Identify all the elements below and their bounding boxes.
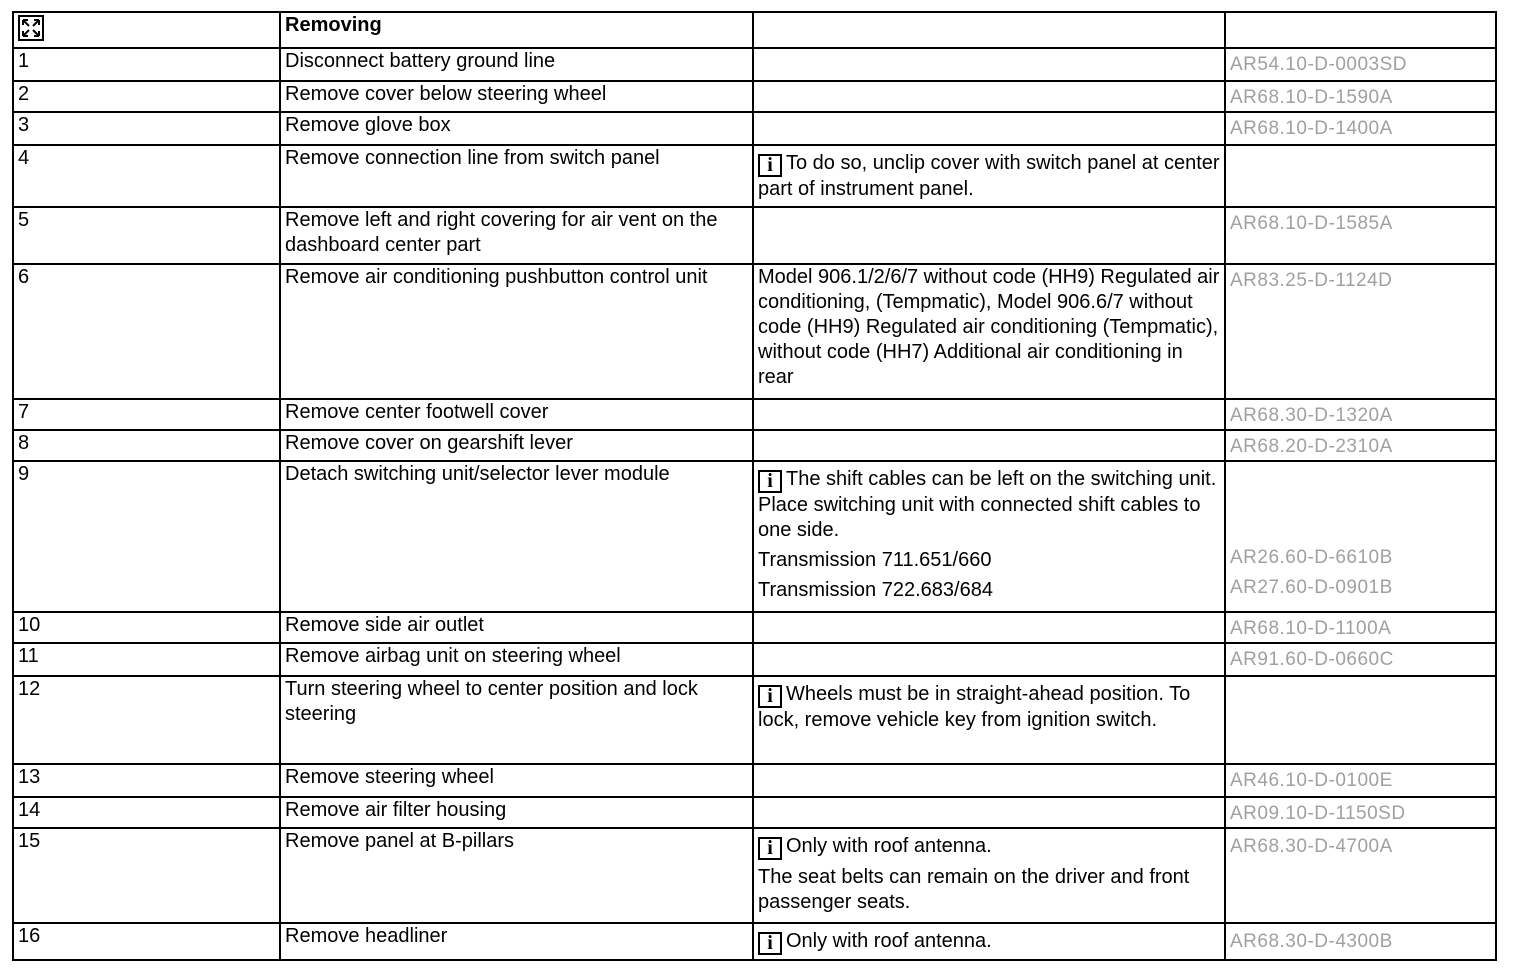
step-notes [753, 207, 1225, 264]
step-number: 11 [13, 643, 280, 676]
step-references [1225, 764, 1496, 797]
step-action: Remove air conditioning pushbutton control unit [280, 264, 753, 399]
info-icon: i [758, 837, 782, 860]
note-body: Wheels must be in straight-ahead position. To lock, remove vehicle key from ignition switch. [758, 683, 1191, 731]
reference-link[interactable]: AR09.10-D-1150SD [1230, 803, 1406, 824]
step-references [1225, 797, 1496, 828]
header-title: Removing [280, 12, 753, 48]
step-references [1225, 430, 1496, 461]
step-notes [753, 112, 1225, 145]
step-references [1225, 923, 1496, 960]
step-action: Remove center footwell cover [280, 399, 753, 430]
step-number: 9 [13, 461, 280, 612]
reference-link[interactable]: AR68.10-D-1400A [1230, 118, 1393, 139]
step-notes [753, 797, 1225, 828]
note-body: The seat belts can remain on the driver and front passenger seats. [758, 866, 1190, 913]
reference-link[interactable]: AR46.10-D-0100E [1230, 770, 1393, 791]
note-text [758, 578, 1220, 603]
note-text [758, 265, 1220, 390]
reference-link[interactable]: AR83.25-D-1124D [1230, 270, 1393, 291]
table-row [13, 764, 1496, 797]
step-notes [753, 48, 1225, 81]
step-number: 4 [13, 145, 280, 207]
reference-link[interactable]: AR27.60-D-0901B [1230, 577, 1393, 598]
step-references [1225, 828, 1496, 923]
note-body: To do so, unclip cover with switch panel at center part of instrument panel. [758, 152, 1220, 200]
step-notes [753, 461, 1225, 612]
note-body: Model 906.1/2/6/7 without code (HH9) Regulated air conditioning, (Tempmatic), Model 906.6/7 without code (HH9) Regulated air conditioning (Tempmatic), without code (HH7) Additional air conditioning in rear [758, 266, 1220, 388]
info-icon: i [758, 470, 782, 493]
step-action: Remove cover below steering wheel [280, 81, 753, 112]
step-references [1225, 81, 1496, 112]
step-action: Turn steering wheel to center position and lock steering [280, 676, 753, 764]
step-action: Remove air filter housing [280, 797, 753, 828]
reference-link[interactable]: AR68.10-D-1100A [1230, 618, 1392, 639]
reference-link[interactable]: AR68.30-D-1320A [1230, 405, 1393, 426]
info-icon: i [758, 685, 782, 708]
table-row [13, 48, 1496, 81]
info-note [758, 151, 1220, 202]
step-notes [753, 430, 1225, 461]
reference-link[interactable]: AR91.60-D-0660C [1230, 649, 1394, 670]
step-action: Remove side air outlet [280, 612, 753, 643]
step-action: Remove panel at B-pillars [280, 828, 753, 923]
step-action: Remove headliner [280, 923, 753, 960]
table-row [13, 145, 1496, 207]
step-notes [753, 399, 1225, 430]
table-row [13, 399, 1496, 430]
header-refs-cell [1225, 12, 1496, 48]
note-body: Transmission 711.651/660 [758, 549, 992, 571]
reference-link[interactable]: AR68.30-D-4700A [1230, 836, 1393, 857]
table-row [13, 676, 1496, 764]
step-action: Remove glove box [280, 112, 753, 145]
table-row [13, 430, 1496, 461]
reference-link[interactable]: AR68.30-D-4300B [1230, 931, 1393, 952]
step-references [1225, 643, 1496, 676]
info-note [758, 834, 1220, 860]
table-row [13, 112, 1496, 145]
table-header-row [13, 12, 1496, 48]
info-note [758, 467, 1220, 543]
step-action: Disconnect battery ground line [280, 48, 753, 81]
step-notes [753, 923, 1225, 960]
step-action: Remove steering wheel [280, 764, 753, 797]
table-row [13, 828, 1496, 923]
step-action: Remove connection line from switch panel [280, 145, 753, 207]
note-body: Only with roof antenna. [786, 930, 992, 952]
expand-icon[interactable] [18, 15, 44, 41]
reference-link[interactable]: AR26.60-D-6610B [1230, 547, 1393, 568]
step-notes [753, 676, 1225, 764]
step-action: Remove cover on gearshift lever [280, 430, 753, 461]
step-references [1225, 264, 1496, 399]
step-notes [753, 612, 1225, 643]
reference-link[interactable]: AR54.10-D-0003SD [1230, 54, 1407, 75]
step-references [1225, 612, 1496, 643]
table-row [13, 461, 1496, 612]
step-references [1225, 48, 1496, 81]
step-notes [753, 145, 1225, 207]
step-references [1225, 676, 1496, 764]
reference-link[interactable]: AR68.20-D-2310A [1230, 436, 1393, 457]
table-row [13, 81, 1496, 112]
table-row [13, 797, 1496, 828]
info-icon: i [758, 154, 782, 177]
step-notes [753, 81, 1225, 112]
step-number: 13 [13, 764, 280, 797]
table-row [13, 923, 1496, 960]
step-number: 1 [13, 48, 280, 81]
note-body: Only with roof antenna. [786, 835, 992, 857]
step-action: Detach switching unit/selector lever module [280, 461, 753, 612]
header-notes-cell [753, 12, 1225, 48]
step-notes [753, 764, 1225, 797]
step-number: 7 [13, 399, 280, 430]
note-body: The shift cables can be left on the switching unit. Place switching unit with connected shift cables to one side. [758, 468, 1217, 541]
header-icon-cell [13, 12, 280, 48]
reference-link[interactable]: AR68.10-D-1590A [1230, 87, 1393, 108]
note-text [758, 548, 1220, 573]
note-text [758, 865, 1220, 915]
table-row [13, 643, 1496, 676]
step-references [1225, 399, 1496, 430]
step-action: Remove left and right covering for air vent on the dashboard center part [280, 207, 753, 264]
step-number: 14 [13, 797, 280, 828]
step-notes [753, 643, 1225, 676]
step-number: 16 [13, 923, 280, 960]
step-number: 5 [13, 207, 280, 264]
step-number: 15 [13, 828, 280, 923]
note-body: Transmission 722.683/684 [758, 579, 993, 601]
step-notes [753, 828, 1225, 923]
step-number: 10 [13, 612, 280, 643]
info-icon: i [758, 932, 782, 955]
procedure-table [12, 11, 1497, 961]
step-number: 3 [13, 112, 280, 145]
table-row [13, 264, 1496, 399]
step-number: 8 [13, 430, 280, 461]
step-references [1225, 112, 1496, 145]
step-action: Remove airbag unit on steering wheel [280, 643, 753, 676]
step-number: 6 [13, 264, 280, 399]
table-row [13, 207, 1496, 264]
step-number: 12 [13, 676, 280, 764]
step-references [1225, 461, 1496, 612]
procedure-table-body [13, 12, 1496, 960]
step-references [1225, 145, 1496, 207]
step-number: 2 [13, 81, 280, 112]
reference-link[interactable]: AR68.10-D-1585A [1230, 213, 1393, 234]
info-note [758, 682, 1220, 733]
table-row [13, 612, 1496, 643]
step-notes [753, 264, 1225, 399]
info-note [758, 929, 1220, 955]
step-references [1225, 207, 1496, 264]
